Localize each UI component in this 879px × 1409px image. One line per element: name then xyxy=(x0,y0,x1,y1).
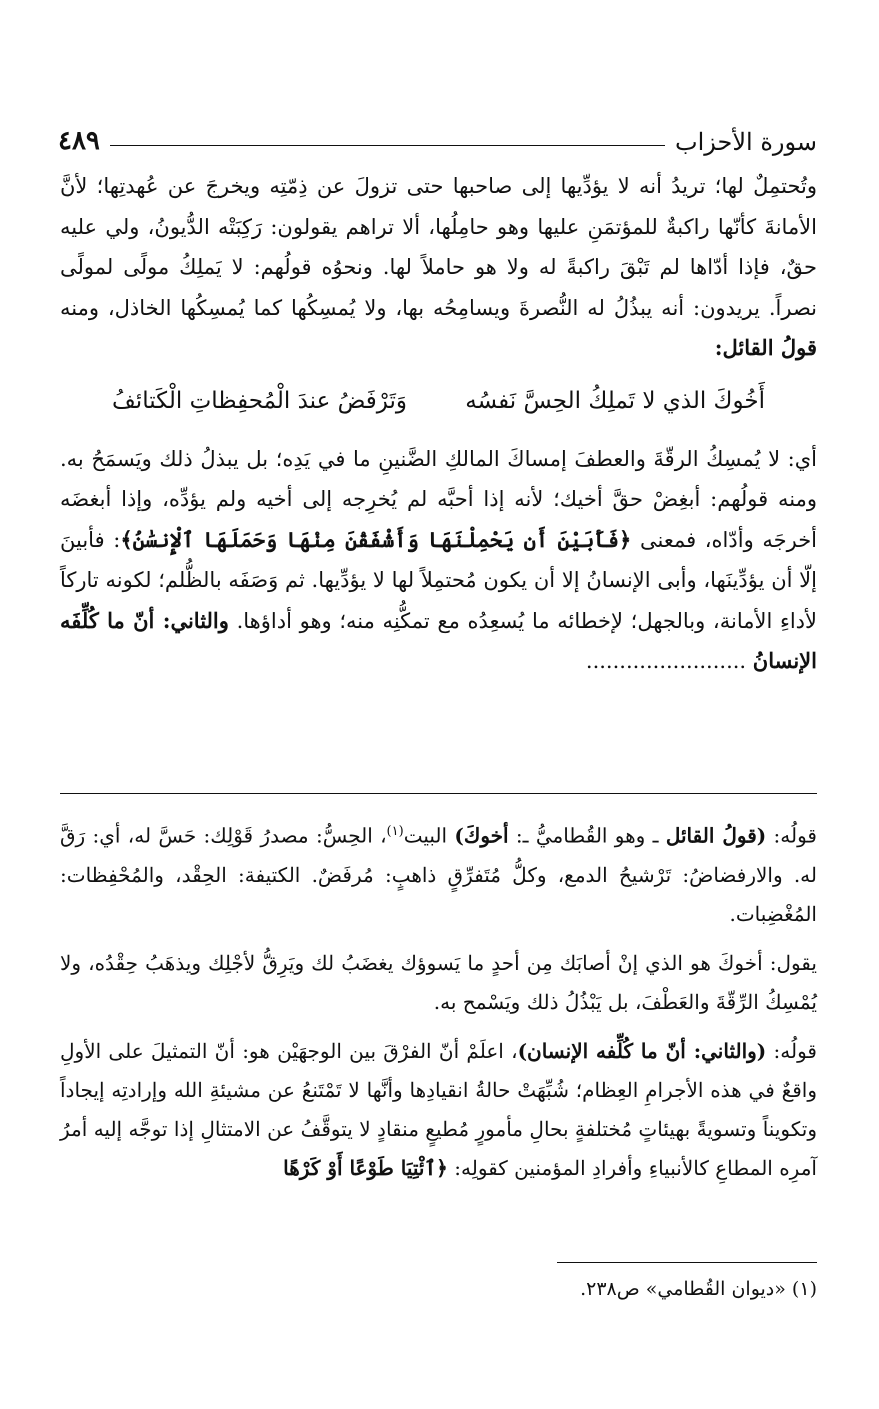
commentary-1-rest: ، الحِسُّ: مصدرُ قَوْلِك: حَسَّ له، أي: رَقَّ له. والارفضاضُ: تَرْشيحُ الدمع، وكلُّ مُتَفرِّقٍ ذاهبٍ: مُرفَضٌ. الكتيفة: الحِقْد، والمُحْفِظات: المُغْضِبات. xyxy=(60,823,817,926)
main-paragraph-2-text-a: أي: لا يُمسِكُ الرقّةَ والعطفَ إمساكَ المالكِ الضَّنينِ ما في يَدِه؛ بل يبذلُ ذلك ويَسمَحُ به. ومنه قولُهم: أبغِضْ حقَّ أخيك؛ لأنه إذا أحبَّه لم يُخرِجه إلى أخيه ولم يؤدِّه، وإذا أبغضَه أخرجَه وأدّاه، فمعنى xyxy=(60,446,818,552)
page-number: ٤٨٩ xyxy=(58,126,100,156)
commentary-1-bold-a: (قولُ القائل xyxy=(665,823,767,848)
main-paragraph-2-dots: ........................ xyxy=(585,649,753,673)
commentary-paragraph-3 xyxy=(60,1032,817,1188)
commentary-1-bold-b: أخوكَ) xyxy=(454,823,509,848)
verse-first-hemistich: أَخُوكَ الذي لا تَملِكُ الحِسَّ نَفسُه xyxy=(465,387,765,414)
commentary-3-bold: (والثاني: أنّ ما كُلِّفه الإنسان) xyxy=(517,1038,767,1063)
commentary-3-lead: قولُه: xyxy=(766,1038,817,1063)
main-paragraph-1 xyxy=(60,166,817,369)
poetry-verse xyxy=(60,369,817,437)
main-paragraph-2-text-b: : فأبينَ إلّا أن يؤدِّينَها، وأبى الإنسانُ إلا أن يكون مُحتمِلاً لها لا يؤدِّيها. ثم وَصَفَه بالظُّلم؛ لكونه تاركاً لأداءِ الأمانة، وبالجهل؛ لإخطائه ما يُسعِدُه مع تمكُّنِه منه؛ وهو أداؤها. xyxy=(60,527,817,633)
running-header xyxy=(58,112,817,156)
header-rule xyxy=(110,145,665,146)
commentary-paragraph-2: يقول: أخوكَ هو الذي إنْ أصابَك مِن أحدٍ ما يَسوؤك يغضَبُ لك ويَرِقُّ لأجْلِك ويذهَبُ حِقْدُه، ولا يُمْسِكُ الرِّقّةَ والعَطْفَ، بل يَبْذُلُ ذلك ويَسْمح به. xyxy=(60,950,817,1014)
main-paragraph-1-text: وتُحتمِلٌ لها؛ تريدُ أنه لا يؤدِّيها إلى صاحبها حتى تزولَ عن ذِمّتِه ويخرجَ عن عُهدتِها؛ لأنَّ الأمانةَ كأنّها راكبةٌ للمؤتمَنِ عليها وهو حامِلُها، ألا تراهم يقولون: رَكِبَتْه الدُّيونُ، ولي عليه حقٌ، فإذا أدّاها لم تَبْقَ راكبةً له ولا هو حاملاً لها. ونحوُه قولُهم: لا يَملِكُ مولًى لمولًى نصراً. يريدون: أنه يبذُلُ له النُّصرةَ ويسامِحُه بها، ولا يُمسِكُها كما يُمسِكُها الخاذل، ومنه xyxy=(60,174,817,320)
commentary-quran-quote: ﴿ٱئْتِيَا طَوْعًا أَوْ كَرْهًا xyxy=(283,1155,448,1180)
main-paragraph-2 xyxy=(60,439,817,682)
commentary-1-lead: قولُه: xyxy=(766,823,817,848)
footnote-separator xyxy=(557,1262,817,1263)
commentary-separator xyxy=(60,793,817,794)
commentary-section xyxy=(60,812,817,1198)
main-paragraph-1-bold: قولُ القائل: xyxy=(714,335,817,360)
main-text xyxy=(60,166,817,682)
verse-second-hemistich: وَتَرْفَضُ عندَ الْمُحفِظاتِ الْكَتائفُ xyxy=(112,387,408,414)
footnote-reference[interactable]: (١) xyxy=(386,824,404,839)
commentary-1-text: البيت xyxy=(403,823,455,848)
commentary-paragraph-1 xyxy=(60,812,817,934)
surah-title: سورة الأحزاب xyxy=(675,128,817,156)
quran-quote: ﴿فَأَبَيْنَ أَن يَحْمِلْنَهَا وَأَشْفَقْنَ مِنْهَا وَحَمَلَهَا ٱلْإِنسَٰنُ﴾ xyxy=(120,526,632,552)
main-paragraph-2-bold: والثاني: أنّ ما كُلِّفَه الإنسانُ xyxy=(60,607,817,673)
footnote: (١) «ديوان القُطامي» ص٢٣٨. xyxy=(580,1278,817,1300)
commentary-3-text: ، اعلَمْ أنّ الفرْقَ بين الوجهَيْن هو: أنّ التمثيلَ على الأولِ واقعٌ في هذه الأجرامِ العِظام؛ شُبِّهَتْ حالةُ انقيادِها وأنَّها لا تَمْتَنعُ عن مشيئةِ الله وإرادتِه إيجاداً وتكويناً وتسويةً بهيئاتٍ مُختلفةٍ بحالِ مأمورٍ مُطيعٍ منقادٍ لا يتوقَّفُ عن الامتثالِ إذا توجَّه إليه أمرُ آمرِه المطاعِ كالأنبياءِ وأفرادِ المؤمنين كقولِه: xyxy=(60,1038,817,1180)
commentary-1-mid: ـ وهو القُطاميُّ ـ: xyxy=(508,823,666,848)
